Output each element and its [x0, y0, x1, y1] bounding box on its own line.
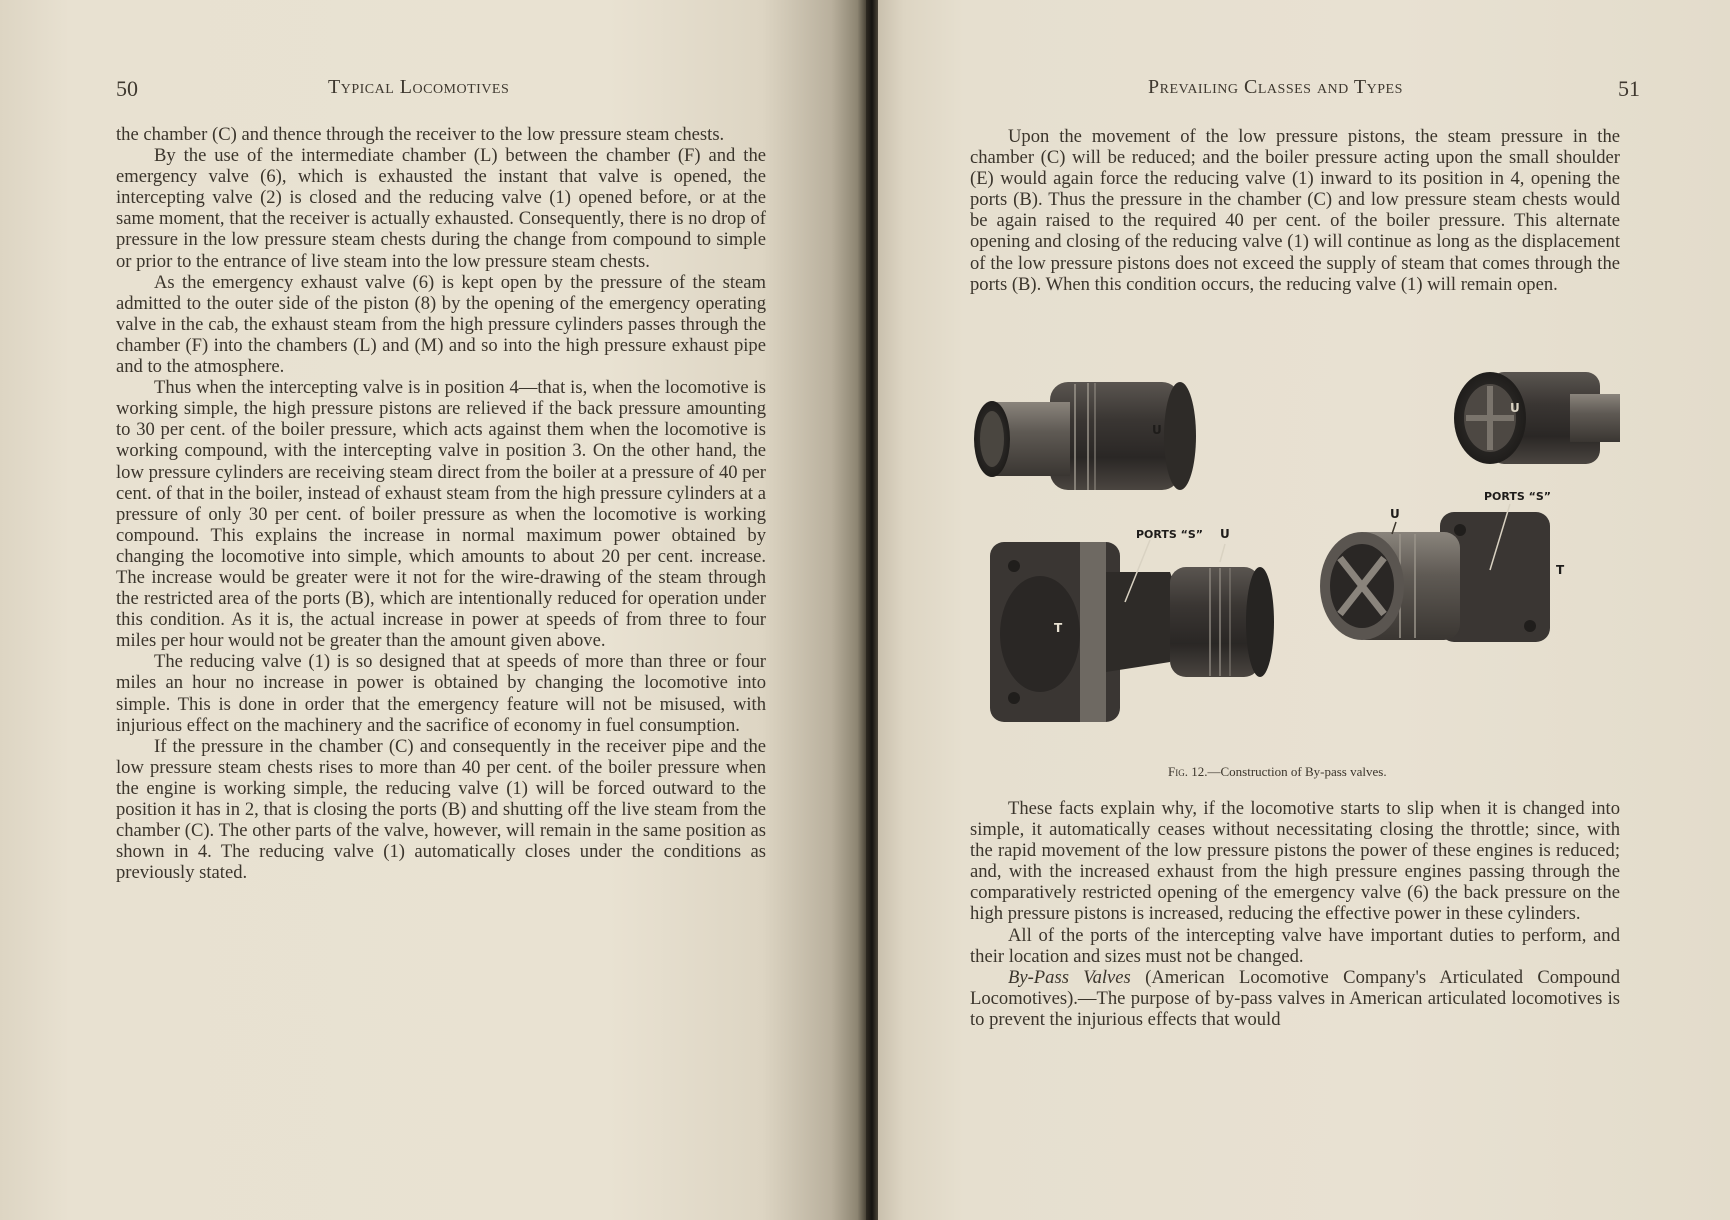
- right-page: [878, 0, 1730, 1220]
- valve-bottom-right: [1320, 504, 1550, 642]
- figure-caption-prefix: Fig. 12.: [1168, 764, 1208, 779]
- paragraph: The reducing valve (1) is so designed that at speeds of more than three or four miles an hour no increase in power is obtained by changing the locomotive into simple. This is done in order that the emergency feature will not be misused, with injurious effect on the machinery and the sacrifice of economy in fuel consumption.: [116, 651, 766, 736]
- page-number-left: 50: [116, 76, 138, 101]
- page-number-right: 51: [1618, 76, 1640, 101]
- label-u-4: U: [1390, 507, 1400, 521]
- paragraph: Thus when the intercepting valve is in position 4—that is, when the locomotive is working simple, the high pressure pistons are relieved if the back pressure amounting to 30 per cent. of the boiler pressure, which acts against them when the locomotive is working compound, with the intercepting valve in position 3. On the other hand, the low pressure cylinders are receiving steam direct from the boiler at a pressure of 40 per cent. of that in the boiler, instead of exhaust steam from the high pressure cylinders at a pressure of only 30 per cent. of boiler pressure as when the locomotive is working compound. This explains the increase in normal maximum power obtained by changing the locomotive into simple, which amounts to about 20 per cent. increase. The increase would be greater were it not for the wire-drawing of the steam through the restricted area of the ports (B), which are intentionally reduced for operation under this condition. As it is, the actual increase in power at speeds of from three to four miles per hour would not be greater than the amount given above.: [116, 377, 766, 652]
- label-u-1: U: [1152, 423, 1162, 437]
- figure-caption: [1168, 764, 1387, 780]
- valve-top-right: [1454, 372, 1620, 464]
- figure-caption-text: —Construction of By-pass valves.: [1207, 764, 1387, 779]
- paragraph: These facts explain why, if the locomotive starts to slip when it is changed into simple, it automatically ceases without necessitating closing the throttle; since, with the rapid movement of the low pressure pistons the power of these engines is reduced; and, with the increased exhaust from the high pressure engines passing through the comparatively restricted opening of the emergency valve (6) the back pressure on the high pressure pistons is increased, reducing the effective power in these cylinders.: [970, 798, 1620, 925]
- figure-bypass-valves: [970, 372, 1640, 772]
- paragraph: As the emergency exhaust valve (6) is kept open by the pressure of the steam admitted to the outer side of the piston (8) by the opening of the emergency operating valve in the cab, the exhaust steam from the high pressure cylinders passes through the chamber (F) into the chambers (L) and (M) and so into the high pressure exhaust pipe and to the atmosphere.: [116, 271, 766, 378]
- section-lead-italic: By-Pass Valves: [1008, 966, 1131, 988]
- paragraph-bypass-valves: [970, 967, 1620, 1030]
- running-head-left: Typical Locomotives: [328, 76, 510, 98]
- paragraph: If the pressure in the chamber (C) and consequently in the receiver pipe and the low pressure steam chests rises to more than 40 per cent. of the boiler pressure when the engine is working simple, the reducing valve (1) will be forced outward to the position it has in 2, that is closing the ports (B) and shutting off the live steam from the chamber (C). The other parts of the valve, however, will remain in the same position as shown in 4. The reducing valve (1) automatically closes under the conditions as previously stated.: [116, 735, 766, 884]
- paragraph: Upon the movement of the low pressure pistons, the steam pressure in the chamber (C) will be reduced; and the boiler pressure acting upon the small shoulder (E) would again force the reducing valve (1) inward to its position in 4, opening the ports (B). Thus the pressure in the chamber (C) and low pressure steam chests would be again raised to the required 40 per cent. of the boiler pressure. This alternate opening and closing of the reducing valve (1) will continue as long as the displacement of the low pressure pistons does not exceed the supply of steam that comes through the ports (B). When this condition occurs, the reducing valve (1) will remain open.: [970, 126, 1620, 295]
- valve-photographs: [970, 372, 1640, 772]
- label-u-3: U: [1220, 527, 1230, 541]
- valve-bottom-left: [990, 540, 1274, 722]
- running-head-right: Prevailing Classes and Types: [1148, 76, 1403, 98]
- label-ports-s-1: PORTS “S”: [1136, 528, 1204, 541]
- label-ports-s-2: PORTS “S”: [1484, 490, 1552, 503]
- label-u-2: U: [1510, 401, 1520, 415]
- label-t-2: T: [1556, 563, 1565, 577]
- section-lead-text: (American Locomotive Company's Articulated Compound Locomotives).—The purpose of by-pass valves in American articulated locomotives is to prevent the injurious effects that would: [970, 966, 1621, 1030]
- left-body-text: [116, 124, 766, 883]
- label-t-1: T: [1054, 621, 1063, 635]
- right-body-text-top: [970, 126, 1620, 295]
- paragraph: By the use of the intermediate chamber (L) between the chamber (F) and the emergency valve (6), which is exhausted the instant that valve is opened, the intercepting valve (2) is closed and the reducing valve (1) opened before, or at the same moment, that the receiver is actually exhausted. Consequently, there is no drop of pressure in the low pressure steam chests during the change from compound to simple or prior to the entrance of live steam into the low pressure steam chests.: [116, 145, 766, 272]
- right-body-text-bottom: [970, 798, 1620, 1030]
- paragraph: the chamber (C) and thence through the receiver to the low pressure steam chests.: [116, 124, 725, 145]
- book-gutter: [866, 0, 878, 1220]
- paragraph: All of the ports of the intercepting valve have important duties to perform, and their location and sizes must not be changed.: [970, 924, 1620, 967]
- valve-top-left: [974, 382, 1196, 490]
